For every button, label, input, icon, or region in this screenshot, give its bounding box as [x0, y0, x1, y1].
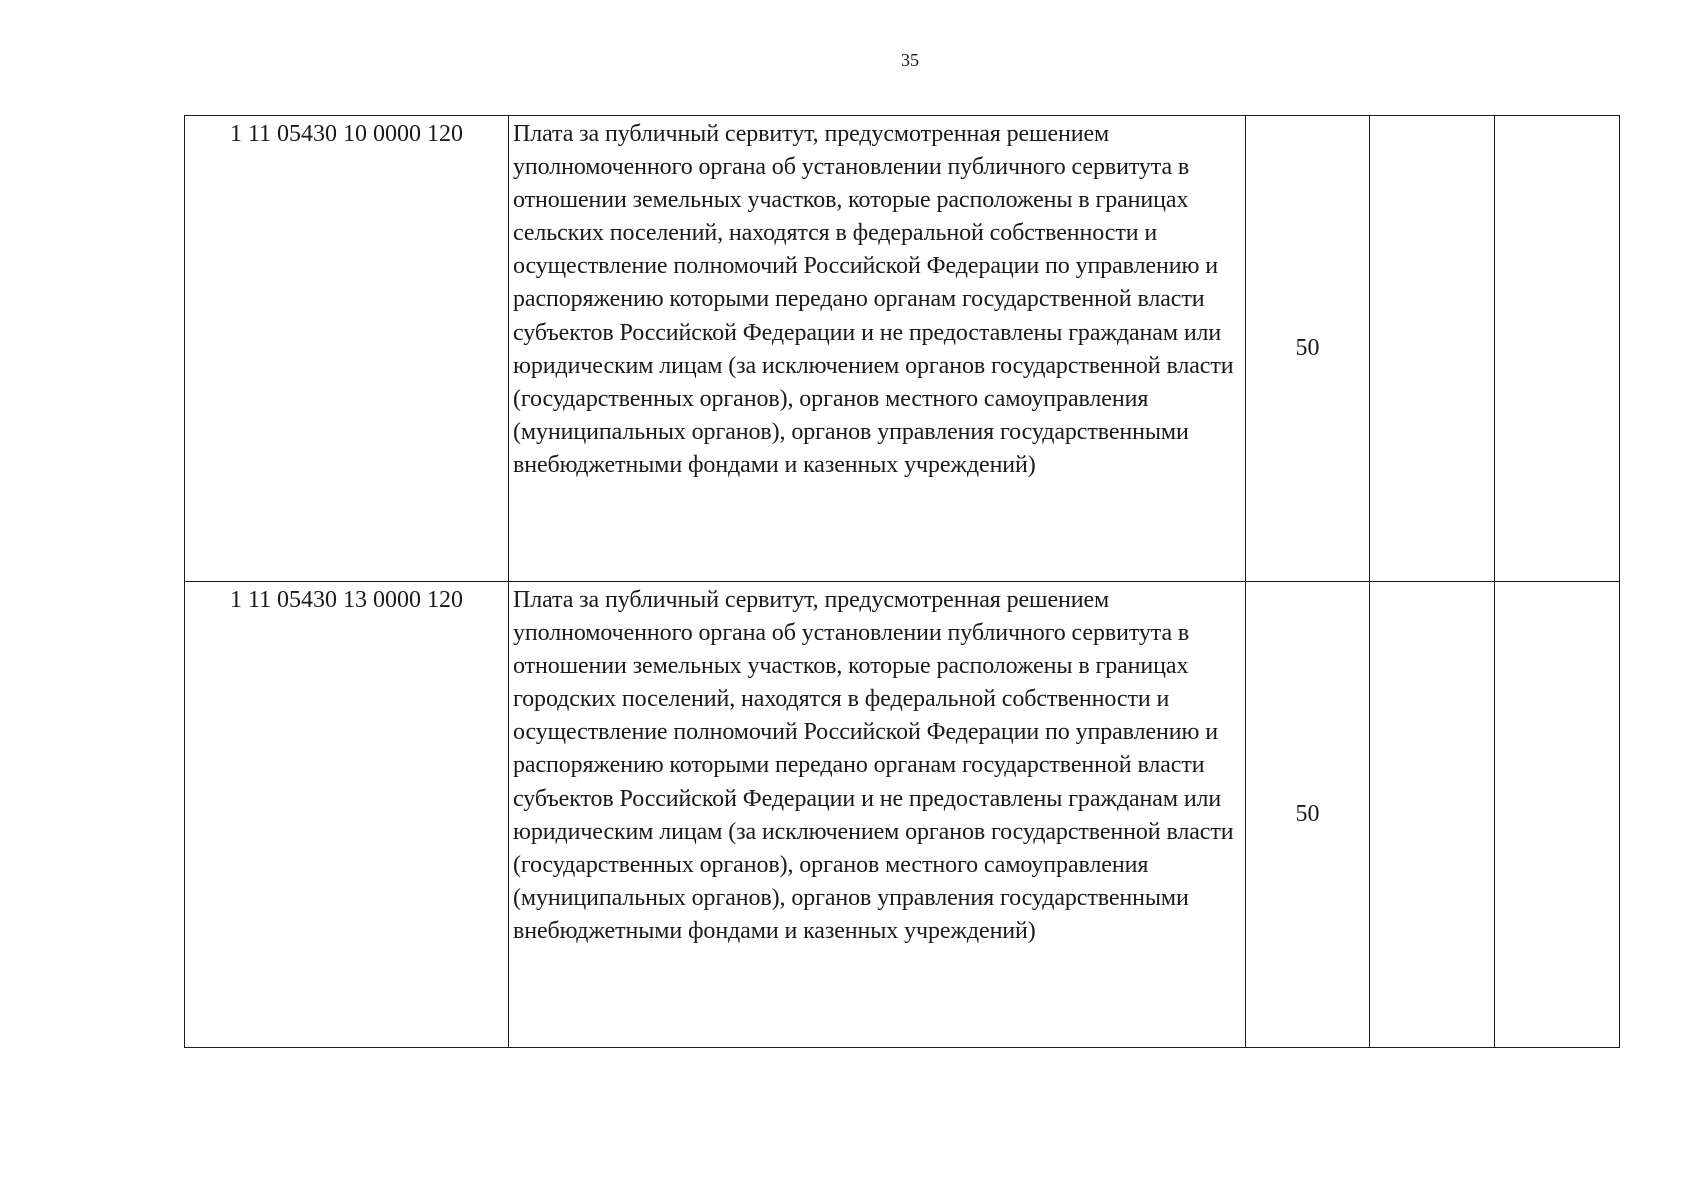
value-cell: 50 — [1246, 582, 1370, 1048]
fees-table — [184, 115, 1620, 1048]
empty-cell — [1370, 582, 1495, 1048]
budget-code-cell: 1 11 05430 10 0000 120 — [185, 116, 509, 582]
budget-code-cell: 1 11 05430 13 0000 120 — [185, 582, 509, 1048]
empty-cell — [1495, 582, 1620, 1048]
page-number: 35 — [901, 50, 919, 70]
value-cell: 50 — [1246, 116, 1370, 582]
description-cell: Плата за публичный сервитут, предусмотренная решением уполномоченного органа об установлении публичного сервитута в отношении земельных участков, которые расположены в границах сельских поселений, находятся в федеральной собственности и осуществление полномочий Российской Федерации по управлению и распоряжению которыми передано органам государственной власти субъектов Российской Федерации и не предоставлены гражданам или юридическим лицам (за исключением органов государственной власти (государственных органов), органов местного самоуправления (муниципальных органов), органов управления государственными внебюджетными фондами и казенных учреждений) — [509, 116, 1246, 582]
table-row — [185, 116, 1620, 582]
table-row — [185, 582, 1620, 1048]
description-cell: Плата за публичный сервитут, предусмотренная решением уполномоченного органа об установлении публичного сервитута в отношении земельных участков, которые расположены в границах городских поселений, находятся в федеральной собственности и осуществление полномочий Российской Федерации по управлению и распоряжению которыми передано органам государственной власти субъектов Российской Федерации и не предоставлены гражданам или юридическим лицам (за исключением органов государственной власти (государственных органов), органов местного самоуправления (муниципальных органов), органов управления государственными внебюджетными фондами и казенных учреждений) — [509, 582, 1246, 1048]
empty-cell — [1370, 116, 1495, 582]
empty-cell — [1495, 116, 1620, 582]
